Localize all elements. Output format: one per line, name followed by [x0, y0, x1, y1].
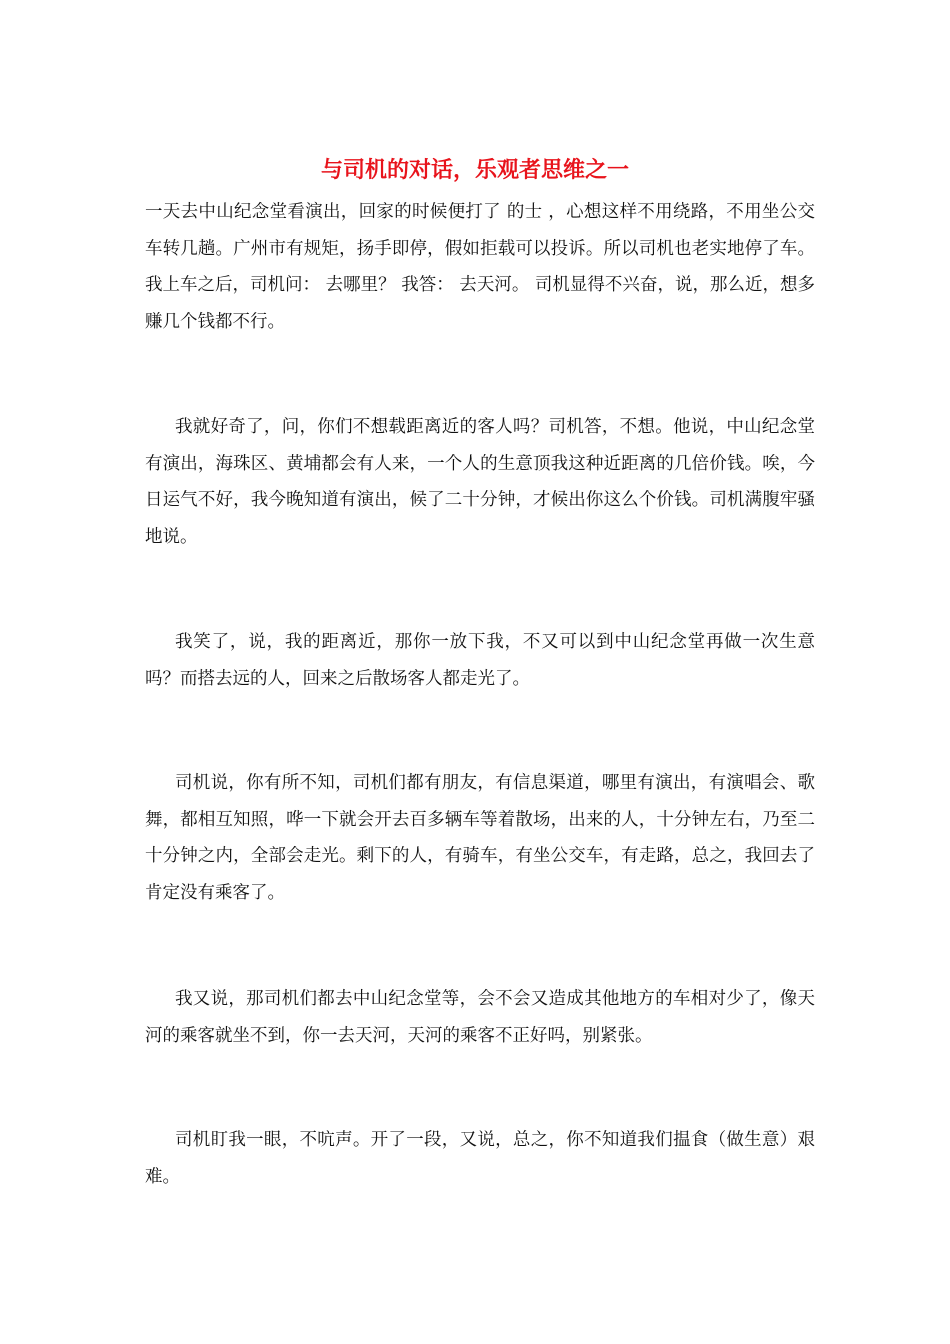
paragraph-2: 我就好奇了，问，你们不想载距离近的客人吗？司机答，不想。他说，中山纪念堂有演出，海珠区、黄埔都会有人来，一个人的生意顶我这种近距离的几倍价钱。唉，今日运气不好，我今晚知道有演出，候了二十分钟，才候出你这么个价钱。司机满腹牢骚地说。 — [145, 417, 815, 547]
paragraph-1: 一天去中山纪念堂看演出，回家的时候便打了 的士 ，心想这样不用绕路，不用坐公交车转几趟。广州市有规矩，扬手即停，假如拒载可以投诉。所以司机也老实地停了车。我上车之后，司机问： 去哪里？ 我答： 去天河。 司机显得不兴奋，说，那么近，想多赚几个钱都不行。 — [145, 202, 815, 332]
paragraph-4: 司机说，你有所不知，司机们都有朋友，有信息渠道，哪里有演出，有演唱会、歌舞，都相互知照，哗一下就会开去百多辆车等着散场，出来的人，十分钟左右，乃至二十分钟之内，全部会走光。剩下的人，有骑车，有坐公交车，有走路，总之，我回去了肯定没有乘客了。 — [145, 773, 815, 903]
paragraph-3: 我笑了，说，我的距离近，那你一放下我，不又可以到中山纪念堂再做一次生意吗？而搭去远的人，回来之后散场客人都走光了。 — [145, 632, 815, 689]
paragraph-5: 我又说，那司机们都去中山纪念堂等，会不会又造成其他地方的车相对少了，像天河的乘客就坐不到，你一去天河，天河的乘客不正好吗，别紧张。 — [145, 989, 815, 1046]
paragraph-6: 司机盯我一眼，不吭声。开了一段，又说，总之，你不知道我们揾食（做生意）艰难。 — [145, 1130, 815, 1187]
document-title: 与司机的对话，乐观者思维之一 — [320, 157, 629, 183]
